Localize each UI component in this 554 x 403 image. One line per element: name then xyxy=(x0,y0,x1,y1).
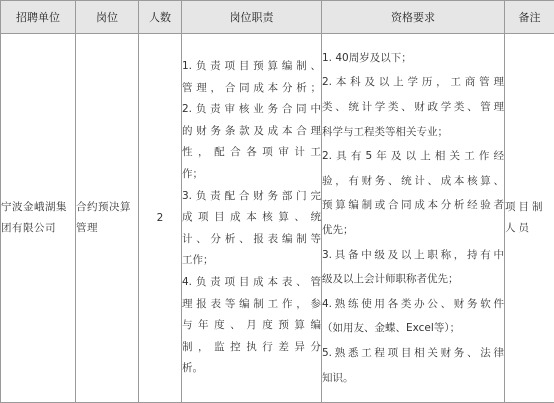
duties-line: 性，配合各项审计工 xyxy=(182,146,321,159)
qualification-line: 3.具备中级及以上职称，持有中 xyxy=(322,248,504,261)
qualification-line: 预算编制或合同成本分析经验者 xyxy=(322,199,504,212)
cell-unit: 宁波金峨湖集团有限公司 xyxy=(1,34,76,403)
header-unit: 招聘单位 xyxy=(1,1,76,34)
cell-position: 合约预决算管理 xyxy=(76,34,139,403)
qualification-line: 验，有财务、统计、成本核算、 xyxy=(322,174,504,187)
header-duties: 岗位职责 xyxy=(182,1,322,34)
qualification-line: 5.熟悉工程项目相关财务、法律 xyxy=(322,346,504,359)
duties-line: 1.负责项目预算编制、 xyxy=(182,60,321,73)
duties-line: 作； xyxy=(182,168,203,181)
cell-count: 2 xyxy=(139,34,182,403)
duties-line: 4.负责项目成本表、管 xyxy=(182,275,321,288)
qualification-line: 科学与工程类等相关专业； xyxy=(322,125,448,138)
qualification-line: 级及以上会计师职称者优先； xyxy=(322,273,459,286)
duties-line: 管理，合同成本分析； xyxy=(182,81,321,94)
qualification-line: 类、统计学类、财政学类、管理 xyxy=(322,101,504,114)
qualification-line: 优先； xyxy=(322,224,354,236)
qualification-line: 2.本科及以上学历，工商管理 xyxy=(322,76,504,89)
duties-line: 制，监控执行差异分 xyxy=(182,340,321,353)
qualification-line: 2.具有5年及以上相关工作经 xyxy=(322,150,504,163)
cell-duties xyxy=(182,34,322,403)
header-position: 岗位 xyxy=(76,1,139,34)
duties-line: 成项目成本核算、统 xyxy=(182,211,321,224)
duties-line: 2.负责审核业务合同中 xyxy=(182,103,321,116)
header-count: 人数 xyxy=(139,1,182,34)
table-row xyxy=(1,34,554,403)
qualification-line: 知识。 xyxy=(322,371,354,384)
header-qualifications: 资格要求 xyxy=(322,1,505,34)
duties-line: 的财务条款及成本合理 xyxy=(182,124,321,137)
qualification-line: 4.熟练使用各类办公、财务软件 xyxy=(322,297,504,310)
duties-line: 计、分析、报表编制等 xyxy=(182,232,321,245)
qualification-line: 1. 40周岁及以下； xyxy=(322,51,412,64)
qualification-line: （如用友、金蝶、Excel等）； xyxy=(322,322,461,335)
header-row xyxy=(1,1,554,34)
cell-remarks: 项目制人员 xyxy=(505,34,554,403)
duties-line: 工作； xyxy=(182,254,214,267)
cell-qualifications xyxy=(322,34,505,403)
duties-line: 与年度、月度预算编 xyxy=(182,319,321,332)
duties-line: 理报表等编制工作，参 xyxy=(182,297,321,310)
duties-line: 析。 xyxy=(182,362,203,375)
duties-line: 3.负责配合财务部门完 xyxy=(182,189,321,202)
header-remarks: 备注 xyxy=(505,1,554,34)
